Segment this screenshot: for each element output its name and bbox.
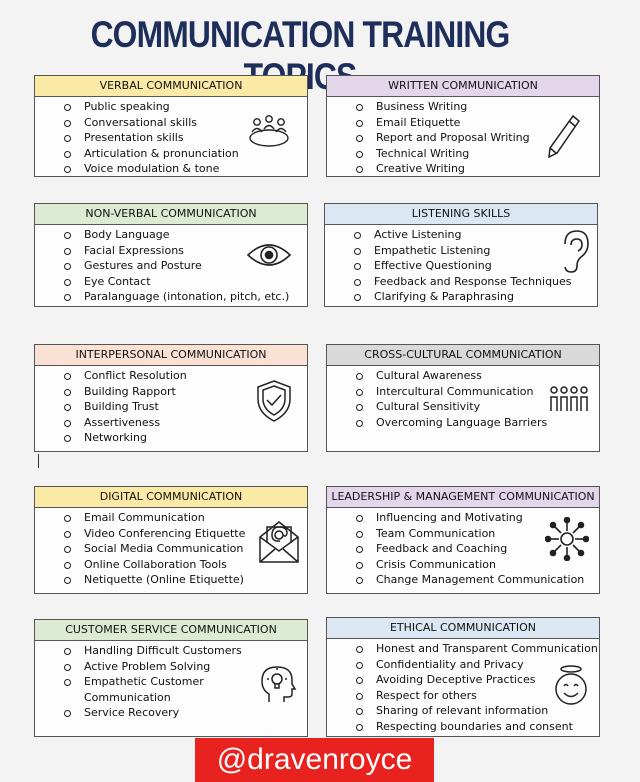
list-item: Email Communication [62,510,307,526]
card-listening-skills [324,203,598,307]
list-item: Respect for others [354,688,599,704]
team-circle-icon [545,517,589,561]
list-item: Email Etiquette [354,115,599,131]
list-item: Paralanguage (intonation, pitch, etc.) [62,289,307,305]
list-item: Team Communication [354,526,599,542]
list-item: Gestures and Posture [62,258,307,274]
list-item: Building Rapport [62,384,307,400]
card-heading: INTERPERSONAL COMMUNICATION [35,345,307,366]
card-heading: CROSS-CULTURAL COMMUNICATION [327,345,599,366]
halo-smiley-icon [553,664,589,706]
card-interpersonal-communication [34,344,308,452]
card-heading: NON-VERBAL COMMUNICATION [35,204,307,225]
list-item: Presentation skills [62,130,307,146]
list-item: Service Recovery [62,705,307,721]
list-item: Feedback and Coaching [354,541,599,557]
group-meeting-icon [247,114,291,150]
list-item: Overcoming Language Barriers [354,415,599,431]
card-leadership-management-communication [326,486,600,594]
list-item: Netiquette (Online Etiquette) [62,572,307,588]
list-item: Cultural Awareness [354,368,599,384]
email-envelope-icon [257,519,301,565]
card-heading: DIGITAL COMMUNICATION [35,487,307,508]
list-item: Networking [62,430,307,446]
list-item: Respecting boundaries and consent [354,719,599,735]
list-item: Active Listening [352,227,597,243]
list-item: Video Conferencing Etiquette [62,526,307,542]
watermark: @dravenroyce [195,738,434,782]
list-item: Social Media Communication [62,541,307,557]
list-item-continuation: Communication [84,690,171,704]
list-item: Crisis Communication [354,557,599,573]
card-heading: WRITTEN COMMUNICATION [327,76,599,97]
pencil-icon [543,112,583,162]
list-item: Effective Questioning [352,258,597,274]
list-item: Influencing and Motivating [354,510,599,526]
list-item: Avoiding Deceptive Practices [354,672,599,688]
list-item: Creative Writing [354,161,599,177]
list-item: Active Problem Solving [62,659,307,675]
list-item: Change Management Communication [354,572,599,588]
list-item: Conversational skills [62,115,307,131]
list-item: Intercultural Communication [354,384,599,400]
list-item: Eye Contact [62,274,307,290]
shield-check-icon [255,379,293,423]
list-item: Confidentiality and Privacy [354,657,599,673]
card-verbal-communication [34,75,308,177]
card-ethical-communication [326,617,600,737]
list-item: Cultural Sensitivity [354,399,599,415]
list-item: Body Language [62,227,307,243]
card-heading: CUSTOMER SERVICE COMMUNICATION [35,620,307,641]
list-item: Assertiveness [62,415,307,431]
list-item: Sharing of relevant information [354,703,599,719]
ear-icon [557,228,591,274]
list-item: Report and Proposal Writing [354,130,599,146]
list-item: Feedback and Response Techniques [352,274,597,290]
card-heading: ETHICAL COMMUNICATION [327,618,599,639]
text-cursor [38,454,39,468]
card-heading: VERBAL COMMUNICATION [35,76,307,97]
list-item: Articulation & pronunciation [62,146,307,162]
list-item: Empathetic Listening [352,243,597,259]
list-item: Honest and Transparent Communication [354,641,599,657]
people-row-icon [549,385,589,413]
card-heading: LEADERSHIP & MANAGEMENT COMMUNICATION [327,487,599,508]
list-item: Public speaking [62,99,307,115]
page-title: COMMUNICATION TRAINING [90,14,510,55]
eye-icon [245,238,293,272]
card-digital-communication [34,486,308,594]
card-heading: LISTENING SKILLS [325,204,597,225]
list-item: Business Writing [354,99,599,115]
head-lightbulb-icon [259,664,297,704]
list-item: Online Collaboration Tools [62,557,307,573]
list-item: Conflict Resolution [62,368,307,384]
list-item: Building Trust [62,399,307,415]
card-customer-service-communication [34,619,308,737]
list-item: Technical Writing [354,146,599,162]
card-written-communication [326,75,600,177]
list-item: Clarifying & Paraphrasing [352,289,597,305]
card-non-verbal-communication [34,203,308,307]
list-item: Voice modulation & tone [62,161,307,177]
list-item: Handling Difficult Customers [62,643,307,659]
list-item: Facial Expressions [62,243,307,259]
card-cross-cultural-communication [326,344,600,452]
list-item: Empathetic Customer [62,674,307,690]
